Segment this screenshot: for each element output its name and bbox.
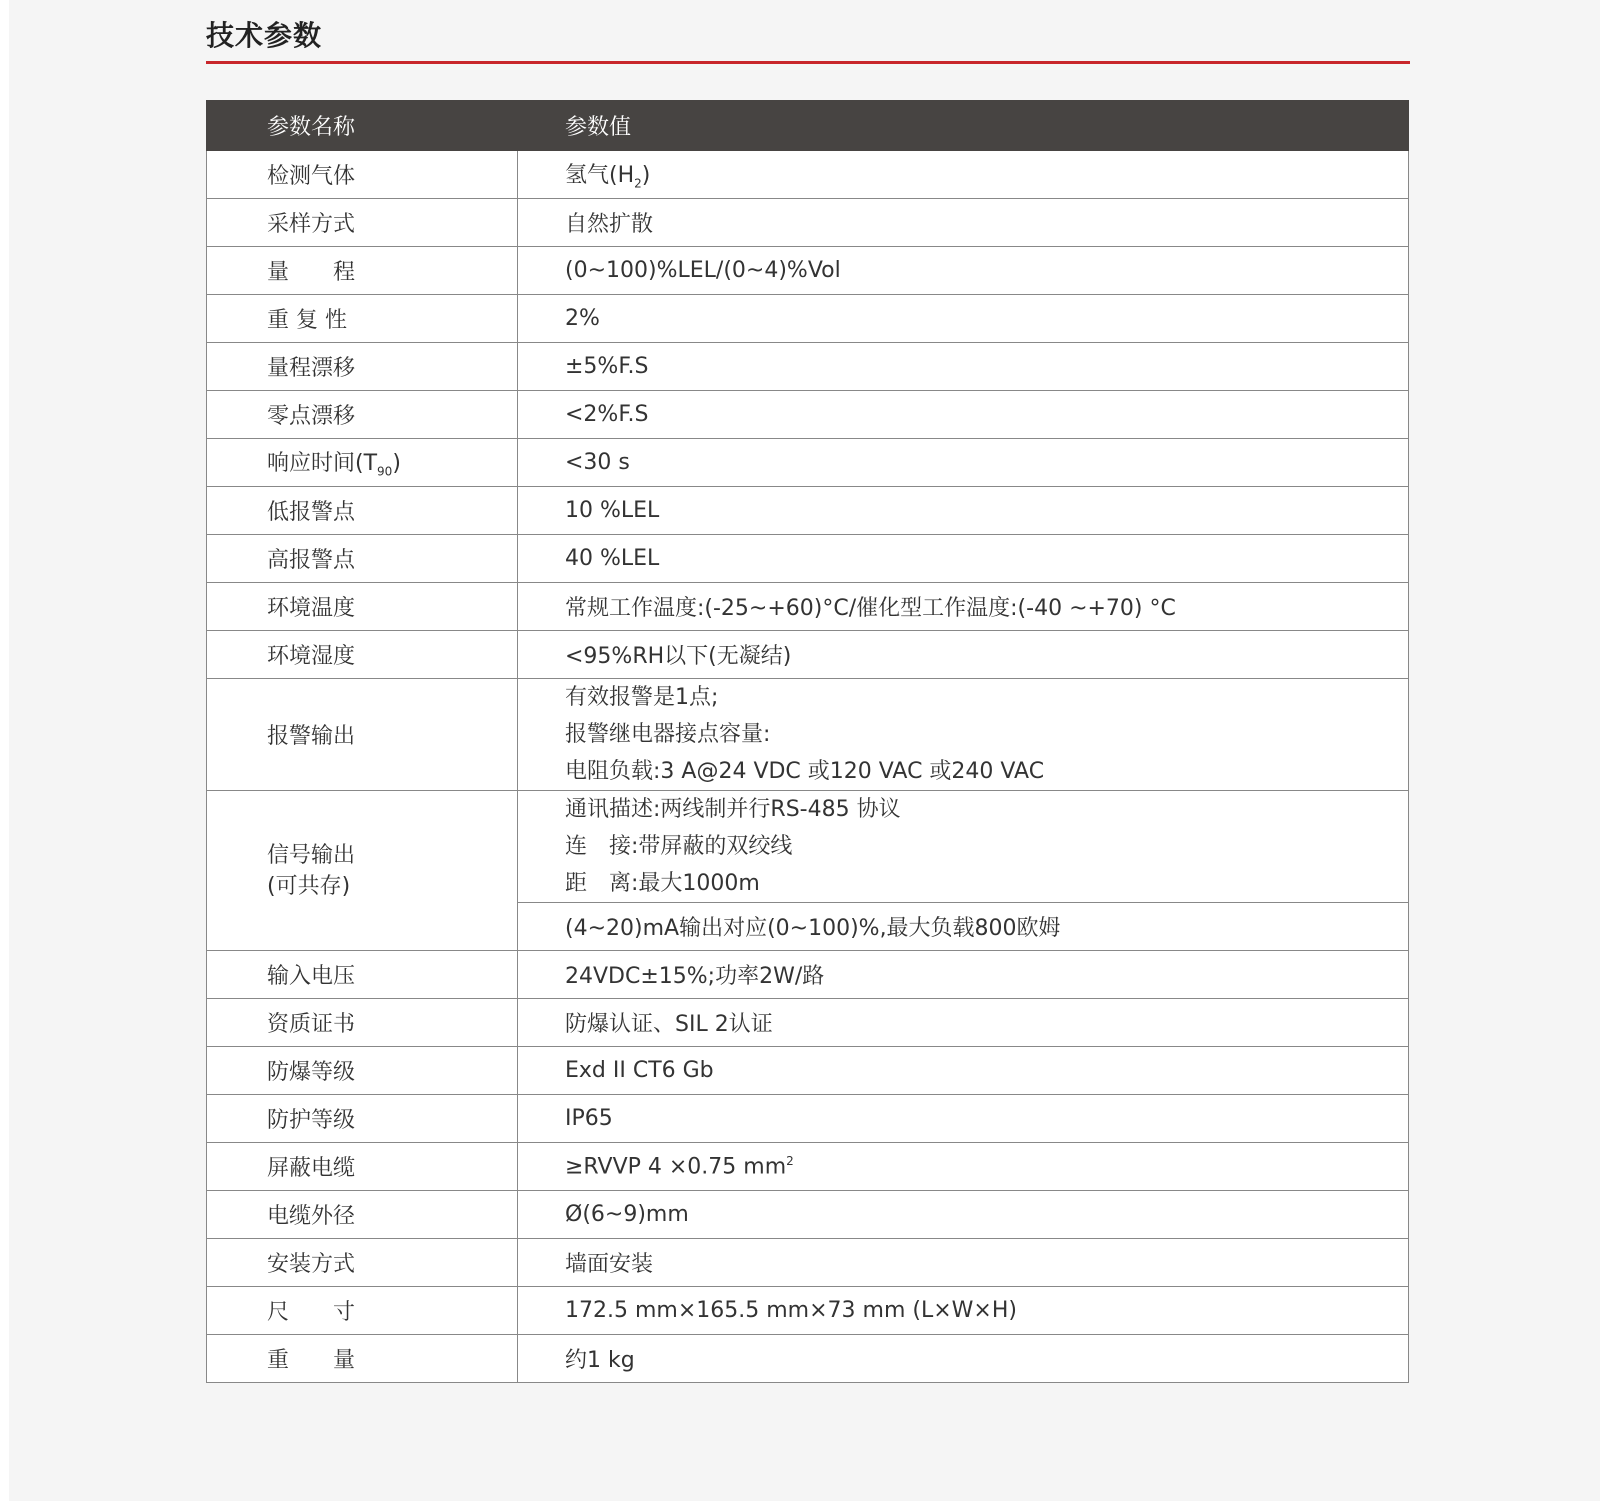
- table-row: [207, 439, 1409, 487]
- page-background: [9, 0, 1600, 1501]
- param-name: 安装方式: [207, 1239, 518, 1287]
- param-name: 高报警点: [207, 535, 518, 583]
- param-name: 环境湿度: [207, 631, 518, 679]
- param-name: [207, 791, 518, 951]
- param-value: ±5%F.S: [518, 343, 1409, 391]
- param-value-text: 氢气(H: [565, 163, 635, 189]
- title-underline: [206, 61, 1410, 64]
- table-row: [207, 1095, 1409, 1143]
- value-line: 通讯描述:两线制并行RS-485 协议: [565, 797, 901, 822]
- value-line: 距 离:最大1000m: [565, 871, 760, 896]
- param-name: 电缆外径: [207, 1191, 518, 1239]
- param-value: IP65: [518, 1095, 1409, 1143]
- table-row: [207, 1287, 1409, 1335]
- value-line: 电阻负载:3 A@24 VDC 或120 VAC 或240 VAC: [565, 759, 1045, 784]
- param-value: 约1 kg: [518, 1335, 1409, 1383]
- param-name: 采样方式: [207, 199, 518, 247]
- param-value: Exd II CT6 Gb: [518, 1047, 1409, 1095]
- param-value: 10 %LEL: [518, 487, 1409, 535]
- param-name: 尺 寸: [207, 1287, 518, 1335]
- param-value: 172.5 mm×165.5 mm×73 mm (L×W×H): [518, 1287, 1409, 1335]
- table-row: [207, 1191, 1409, 1239]
- table-row: [207, 343, 1409, 391]
- table-row: [207, 1239, 1409, 1287]
- param-name: 零点漂移: [207, 391, 518, 439]
- param-value: [518, 1143, 1409, 1191]
- param-value: (0~100)%LEL/(0~4)%Vol: [518, 247, 1409, 295]
- section-title: 技术参数: [206, 19, 323, 52]
- param-value: [518, 679, 1409, 791]
- param-value: Ø(6~9)mm: [518, 1191, 1409, 1239]
- param-value-text: ≥RVVP 4 ×0.75 mm: [565, 1154, 787, 1180]
- param-value-subscript: 2: [634, 176, 642, 191]
- value-line: 有效报警是1点;: [565, 685, 719, 710]
- param-name: 报警输出: [207, 679, 518, 791]
- table-row: [207, 295, 1409, 343]
- table-row: [207, 247, 1409, 295]
- header-param-name: 参数名称: [207, 101, 518, 151]
- table-row-signal-output: [207, 791, 1409, 903]
- parameters-table: [206, 100, 1409, 1383]
- param-value: <30 s: [518, 439, 1409, 487]
- param-value: 常规工作温度:(-25~+60)°C/催化型工作温度:(-40 ~+70) °C: [518, 583, 1409, 631]
- param-name-text: 响应时间(T: [267, 451, 378, 477]
- param-name: 重 复 性: [207, 295, 518, 343]
- param-name-line: (可共存): [267, 873, 351, 899]
- value-line: 连 接:带屏蔽的双绞线: [565, 834, 793, 859]
- param-value: [518, 791, 1409, 903]
- table-row: [207, 631, 1409, 679]
- table-row: [207, 535, 1409, 583]
- param-name: 屏蔽电缆: [207, 1143, 518, 1191]
- table-row: [207, 1047, 1409, 1095]
- param-name-subscript: 90: [377, 464, 393, 479]
- table-row: [207, 391, 1409, 439]
- param-name: 量 程: [207, 247, 518, 295]
- param-name: 检测气体: [207, 151, 518, 199]
- param-name: 重 量: [207, 1335, 518, 1383]
- param-value: 2%: [518, 295, 1409, 343]
- param-name: 输入电压: [207, 951, 518, 999]
- param-name-line: 信号输出: [267, 842, 356, 868]
- param-value: 24VDC±15%;功率2W/路: [518, 951, 1409, 999]
- param-value-superscript: 2: [786, 1153, 794, 1168]
- param-name: 防护等级: [207, 1095, 518, 1143]
- param-value: (4~20)mA输出对应(0~100)%,最大负载800欧姆: [518, 903, 1409, 951]
- param-value: 自然扩散: [518, 199, 1409, 247]
- table-row: [207, 199, 1409, 247]
- param-name-tail: ): [392, 451, 401, 477]
- param-name: [207, 439, 518, 487]
- header-param-value: 参数值: [518, 101, 1409, 151]
- param-value: 墙面安装: [518, 1239, 1409, 1287]
- table-row: [207, 487, 1409, 535]
- param-value: 防爆认证、SIL 2认证: [518, 999, 1409, 1047]
- param-name: 资质证书: [207, 999, 518, 1047]
- param-value-tail: ): [641, 163, 651, 189]
- table-row: [207, 951, 1409, 999]
- table-row-alarm-output: [207, 679, 1409, 791]
- table-row: [207, 151, 1409, 199]
- param-name: 防爆等级: [207, 1047, 518, 1095]
- table-row: [207, 1335, 1409, 1383]
- value-line: 报警继电器接点容量:: [565, 722, 771, 747]
- param-name: 环境温度: [207, 583, 518, 631]
- param-name: 量程漂移: [207, 343, 518, 391]
- table-row: [207, 1143, 1409, 1191]
- table-row: [207, 999, 1409, 1047]
- param-value: [518, 151, 1409, 199]
- table-row: [207, 583, 1409, 631]
- param-name: 低报警点: [207, 487, 518, 535]
- param-value: <95%RH以下(无凝结): [518, 631, 1409, 679]
- param-value: 40 %LEL: [518, 535, 1409, 583]
- table-header-row: [207, 101, 1409, 151]
- param-value: <2%F.S: [518, 391, 1409, 439]
